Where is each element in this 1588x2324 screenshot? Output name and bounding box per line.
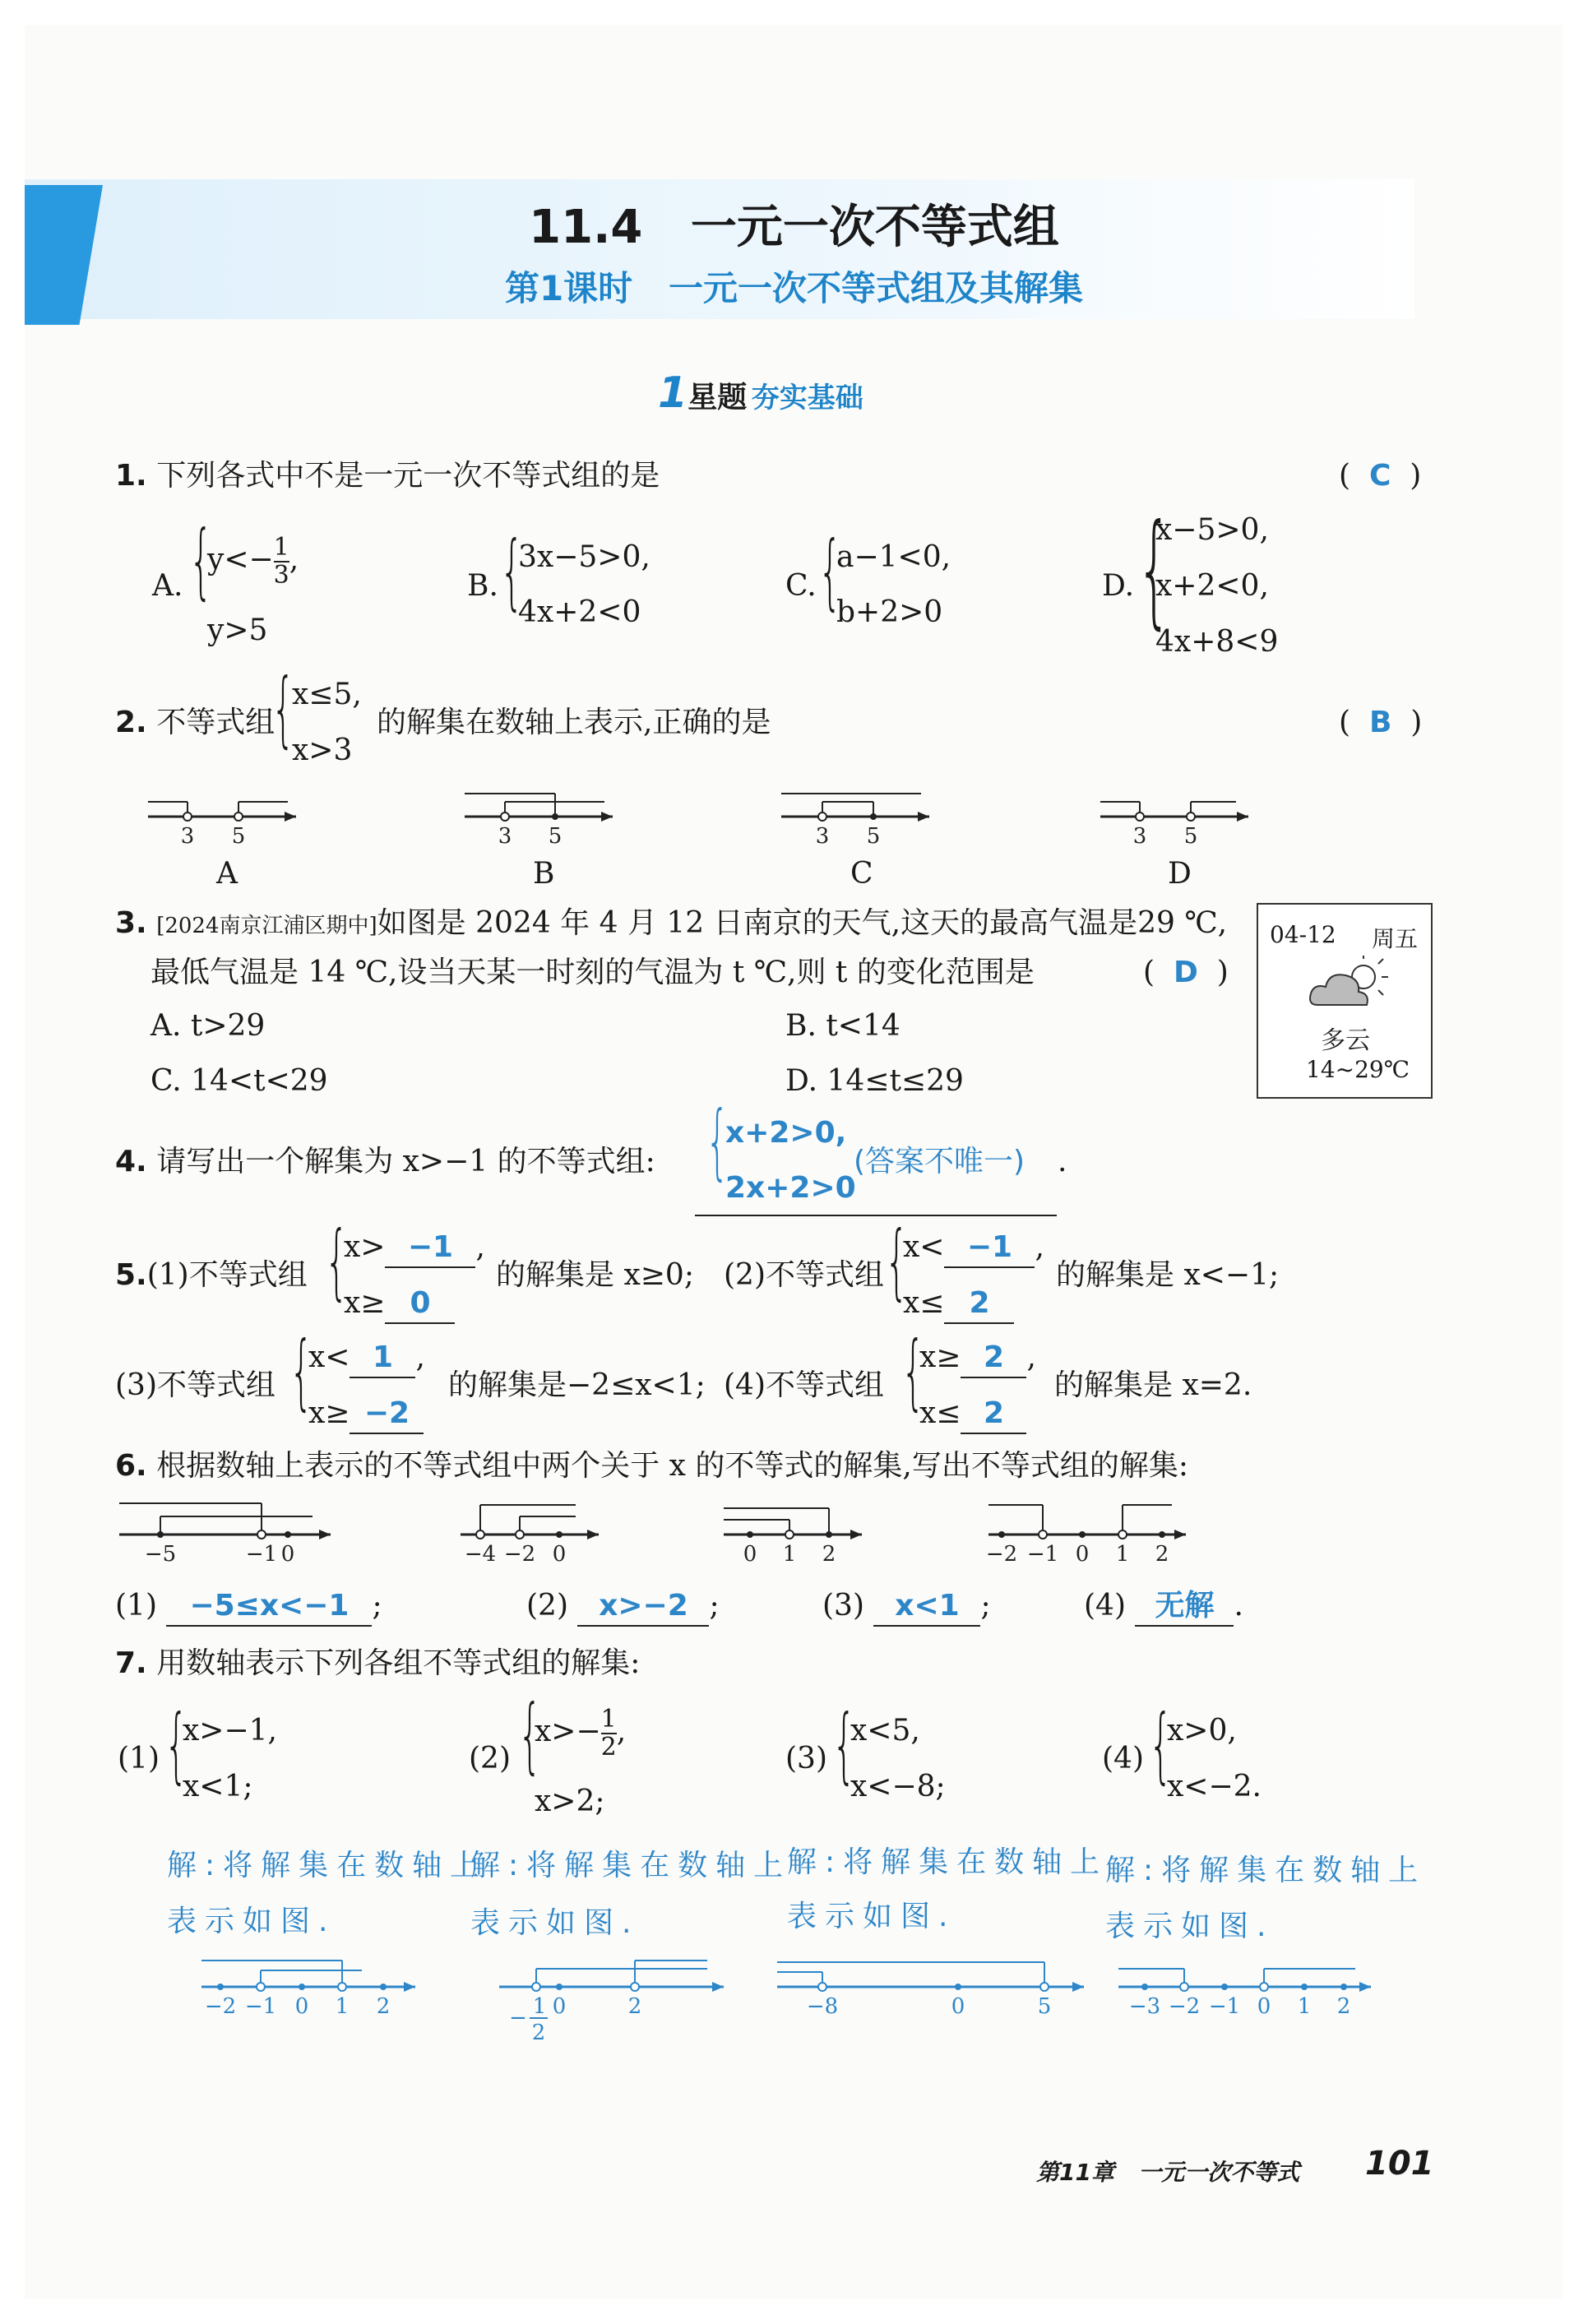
q7-axis4-t2-tick-label: −1: [1208, 1994, 1241, 2019]
q7-p4-line2: x<−2.: [1167, 1770, 1262, 1803]
q5-p4-post: 的解集是 x=2.: [1054, 1368, 1252, 1402]
q7-p1-line1: x>−1,: [183, 1714, 277, 1748]
q7-axis4-t1-open-dot: [1180, 1983, 1188, 1991]
brace-icon: {: [832, 1697, 856, 1793]
q6-line4-t3-tick-label: 1: [1115, 1542, 1130, 1567]
q7-p2-line1: x>− $\frac{1}{2}$ ,: [535, 1705, 627, 1762]
q7-axis4-t5-dot: [1340, 1984, 1347, 1990]
q1-a-line1: y<− $\frac{1}{3}$ ,: [207, 533, 299, 590]
q6-answer-3: (3) x<1 ;: [822, 1587, 991, 1627]
q1-c-line2: b+2>0: [836, 595, 943, 629]
q6-line2-t2-tick-label: 0: [552, 1542, 567, 1567]
q7-sol1-line2: 表示如图.: [167, 1905, 336, 1938]
q5-p3-post: 的解集是−2≤x<1;: [448, 1368, 706, 1402]
q7-axis1-t0-tick-label: −2: [204, 1994, 237, 2019]
q7-sol2-line1: 解:将解集在数轴上: [470, 1849, 792, 1882]
footer-chapter: 第11章 一元一次不等式: [1036, 2159, 1300, 2186]
q7-axis3-t0-tick-label: −8: [806, 1994, 839, 2019]
q2-option-d-5-tick-label: 5: [1183, 824, 1198, 849]
q4-answer-line1: x+2>0,: [725, 1116, 847, 1150]
q1-b-line1: 3x−5>0,: [518, 540, 650, 574]
q2-line2: x>3: [292, 734, 353, 767]
q1-a-line2: y>5: [207, 613, 268, 647]
q7-axis4-t2-dot: [1221, 1984, 1228, 1990]
q7-axis3-t0-open-dot: [818, 1983, 826, 1991]
brace-icon: {: [1137, 498, 1172, 641]
q7-axis2-zero: 0: [552, 1994, 567, 2019]
q7-axis1-t1-tick-label: −1: [244, 1994, 277, 2019]
q1-d-line1: x−5>0,: [1155, 513, 1269, 547]
q7-axis4-t5-tick-label: 2: [1336, 1994, 1351, 2019]
q6-line3-t1-tick-label: 1: [782, 1542, 797, 1567]
brace-icon: {: [706, 1093, 729, 1189]
q6-line4-t1-tick-label: −1: [1026, 1542, 1059, 1567]
q2-option-b-5-tick-label: 5: [548, 824, 563, 849]
q6-line2-t1-tick-label: −2: [503, 1542, 536, 1567]
q7-axis3-t2-tick-label: 5: [1037, 1994, 1052, 2019]
q5-p3-line2: x≥ −2: [308, 1395, 424, 1434]
q3-option-a: A. t>29: [150, 1009, 266, 1043]
q1-d-line3: 4x+8<9: [1155, 625, 1279, 659]
q2-answer-paren: ( B ): [1339, 706, 1423, 739]
q7-axis1-t3-open-dot: [338, 1983, 346, 1991]
q3-option-c: C. 14<t<29: [150, 1064, 328, 1098]
q6-line1-t0-tick-label: −5: [144, 1542, 177, 1567]
q7-p4-label: (4): [1102, 1742, 1144, 1775]
q5-p1-line2: x≥ 0: [344, 1285, 455, 1324]
q6-line4-t0-tick-label: −2: [985, 1542, 1018, 1567]
q7-axis1-t0-dot: [217, 1984, 224, 1990]
q2-stem-b: 的解集在数轴上表示,正确的是: [377, 706, 771, 739]
q5-p2-pre: (2)不等式组: [724, 1258, 884, 1292]
q1-b-line2: 4x+2<0: [518, 595, 641, 629]
q3-option-d: D. 14≤t≤29: [785, 1064, 964, 1098]
q7-axis2-minus: −: [509, 2006, 527, 2030]
q2-option-c-5-tick-label: 5: [866, 824, 881, 849]
q7-sol3-line2: 表示如图.: [787, 1900, 956, 1933]
brace-icon: {: [164, 1697, 188, 1793]
page-number: 101: [1365, 2145, 1434, 2183]
weather-range: 14~29℃: [1306, 1056, 1410, 1083]
q7-axis2-frac-num: 1: [532, 1994, 547, 2019]
q6-line1-t2-tick-label: 0: [280, 1542, 295, 1567]
q1-c-line1: a−1<0,: [836, 540, 951, 574]
brace-icon: {: [325, 1213, 349, 1309]
q7-axis1-t1-open-dot: [257, 1983, 265, 1991]
q5-p3-pre: (3)不等式组: [115, 1368, 275, 1402]
q6-answer-4: (4) 无解 .: [1084, 1587, 1243, 1627]
brace-icon: {: [518, 1687, 542, 1783]
q7-axis2-t1-dot: [556, 1984, 563, 1990]
q1-b-label: B.: [467, 569, 498, 603]
q3-option-b: B. t<14: [785, 1009, 900, 1043]
q6-line3-t0-tick-label: 0: [743, 1542, 757, 1567]
q2-option-a-5-tick-label: 5: [231, 824, 246, 849]
weather-desc: 多云: [1321, 1026, 1370, 1055]
q7-axis4-t0-dot: [1141, 1984, 1148, 1990]
q7-p2-label: (2): [469, 1742, 511, 1775]
q7-axis4-t4-dot: [1301, 1984, 1308, 1990]
q7-axis4-t3-open-dot: [1260, 1983, 1268, 1991]
q1-d-line2: x+2<0,: [1155, 569, 1269, 603]
q6-answer-2: (2) x>−2 ;: [526, 1587, 720, 1627]
brace-icon: {: [901, 1323, 925, 1419]
q6-line1-t1-tick-label: −1: [245, 1542, 278, 1567]
q3-line1: 3. [2024南京江浦区期中]如图是 2024 年 4 月 12 日南京的天气,这天的最高气温是29 ℃,: [115, 906, 1228, 940]
q3-answer-paren: ( D ): [1143, 956, 1229, 989]
q7-sol2-line2: 表示如图.: [470, 1906, 640, 1940]
q6-stem: 6. 根据数轴上表示的不等式组中两个关于 x 的不等式的解集,写出不等式组的解集:: [115, 1449, 1188, 1483]
q7-axis2-t2-open-dot: [631, 1983, 639, 1991]
q4-end: .: [1058, 1145, 1067, 1178]
q7-axis2-frac-den: 2: [531, 2021, 546, 2045]
lesson-number: 第1课时: [504, 268, 633, 308]
brace-icon: {: [189, 512, 213, 609]
q7-p3-label: (3): [785, 1742, 827, 1775]
q4-stem: 4. 请写出一个解集为 x>−1 的不等式组:: [115, 1145, 655, 1178]
q7-axis3-t1-dot: [955, 1984, 961, 1990]
q7-axis1-t2-dot: [299, 1984, 305, 1990]
q7-axis4-t0-tick-label: −3: [1128, 1994, 1161, 2019]
q7-axis4-arrow: [1359, 1982, 1371, 1992]
q6-line4-t2-tick-label: 0: [1075, 1542, 1090, 1567]
q2-option-a-3-tick-label: 3: [180, 824, 195, 849]
brace-icon: {: [885, 1213, 909, 1309]
q7-axis3-arrow: [1072, 1982, 1084, 1992]
weather-date: 04-12: [1270, 921, 1336, 948]
brace-icon: {: [1149, 1697, 1173, 1793]
q4-answer-line2: 2x+2>0: [725, 1171, 856, 1205]
q7-axis3-t1-tick-label: 0: [951, 1994, 965, 2019]
weather-weekday: 周五: [1372, 925, 1419, 952]
q7-axis1-arrow: [404, 1982, 415, 1992]
q1-number: 1.: [115, 459, 147, 493]
q7-p2-line2: x>2;: [535, 1785, 605, 1818]
q5-p2-post: 的解集是 x<−1;: [1056, 1258, 1280, 1292]
q1-c-label: C.: [785, 569, 817, 603]
q5-p2-line1: x< −1 ,: [903, 1229, 1044, 1268]
q7-axis1-t2-tick-label: 0: [294, 1994, 309, 2019]
q7-sol4-line2: 表示如图.: [1105, 1910, 1275, 1943]
q7-axis1-t3-tick-label: 1: [335, 1994, 350, 2019]
q1-answer: C: [1368, 459, 1391, 493]
q2-option-c-3-tick-label: 3: [815, 824, 830, 849]
section-number: 11.4: [529, 201, 643, 254]
q7-axis2-arrow: [712, 1982, 724, 1992]
q5-p1-line1: x> −1 ,: [344, 1229, 485, 1268]
q6-line3-t2-tick-label: 2: [822, 1542, 836, 1567]
q6-line2-t0-tick-label: −4: [464, 1542, 497, 1567]
q6-answer-1: (1) −5≤x<−1 ;: [115, 1587, 382, 1627]
q7-p1-label: (1): [118, 1742, 160, 1775]
level-word: 星题: [688, 381, 748, 414]
q7-axis1-t4-tick-label: 2: [376, 1994, 391, 2019]
lesson-name: 一元一次不等式组及其解集: [669, 268, 1084, 308]
section-name: 一元一次不等式组: [690, 201, 1059, 254]
q2-option-a-label: A: [216, 857, 238, 891]
q7-sol3-line1: 解:将解集在数轴上: [787, 1845, 1109, 1879]
q2-option-b-3-tick-label: 3: [498, 824, 512, 849]
q7-axis4-t3-tick-label: 0: [1257, 1994, 1271, 2019]
brace-icon: {: [818, 523, 842, 619]
level-name: 夯实基础: [751, 382, 863, 414]
q1-a-label: A.: [152, 569, 183, 603]
q7-sol4-line1: 解:将解集在数轴上: [1105, 1854, 1427, 1887]
q7-p3-line2: x<−8;: [850, 1770, 946, 1803]
brace-icon: {: [500, 523, 524, 619]
q1-text: 下列各式中不是一元一次不等式组的是: [156, 459, 660, 493]
q7-stem: 7. 用数轴表示下列各组不等式组的解集:: [115, 1646, 641, 1680]
q7-p4-line1: x>0,: [1167, 1714, 1237, 1748]
q2-line1: x≤5,: [292, 678, 362, 711]
level-number: 1: [658, 368, 688, 418]
q4-answer-note: (答案不唯一): [854, 1145, 1025, 1178]
q3-line2: 最低气温是 14 ℃,设当天某一时刻的气温为 t ℃,则 t 的变化范围是: [150, 956, 1035, 989]
q7-axis4-t4-tick-label: 1: [1297, 1994, 1312, 2019]
q3-answer: D: [1173, 956, 1198, 989]
q7-sol1-line1: 解:将解集在数轴上: [167, 1849, 488, 1882]
q5-p4-pre: (4)不等式组: [724, 1368, 884, 1402]
q7-p3-line1: x<5,: [850, 1714, 920, 1748]
q5-p3-line1: x< 1 ,: [308, 1339, 425, 1378]
q2-option-b-label: B: [533, 857, 555, 891]
q5-p4-line1: x≥ 2 ,: [919, 1339, 1036, 1378]
q2-option-d-label: D: [1168, 857, 1192, 891]
q7-axis4-t1-tick-label: −2: [1168, 1994, 1201, 2019]
q6-line4-t4-tick-label: 2: [1155, 1542, 1169, 1567]
q7-axis2-t0-open-dot: [532, 1983, 540, 1991]
q1-d-label: D.: [1102, 569, 1135, 603]
q7-axis1-t4-dot: [380, 1984, 387, 1990]
q3-source: [2024南京江浦区期中]: [156, 914, 377, 938]
q7-p1-line2: x<1;: [183, 1770, 253, 1803]
brace-icon: {: [289, 1323, 313, 1419]
q2-stem-a: 2. 不等式组: [115, 706, 275, 739]
q5-p4-line2: x≤ 2: [919, 1395, 1026, 1434]
q5-p1-pre: 5.(1)不等式组: [115, 1258, 308, 1292]
q2-option-d-3-tick-label: 3: [1132, 824, 1147, 849]
q2-option-c-label: C: [850, 857, 873, 891]
q5-p2-line2: x≤ 2: [903, 1285, 1014, 1324]
q1-answer-paren: ( C ): [1339, 459, 1422, 493]
q7-axis2-t2-tick-label: 2: [627, 1994, 642, 2019]
brace-icon: {: [271, 660, 295, 757]
q5-p1-post: 的解集是 x≥0;: [496, 1258, 694, 1292]
q2-answer: B: [1368, 706, 1392, 739]
q7-axis3-t2-open-dot: [1040, 1983, 1049, 1991]
